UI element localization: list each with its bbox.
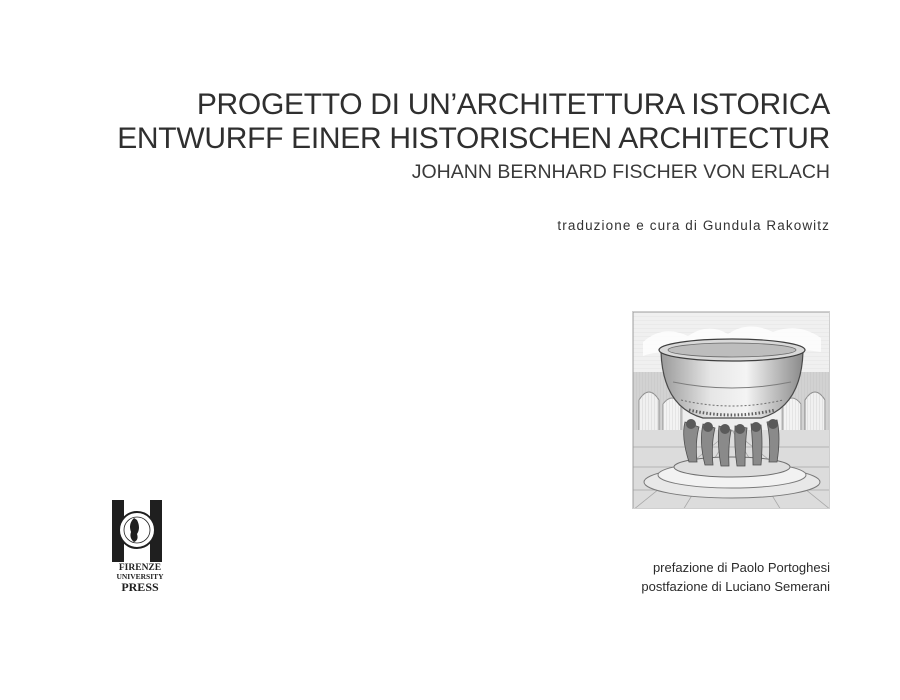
preface-credit: prefazione di Paolo Portoghesi [652,560,830,575]
svg-text:UNIVERSITY: UNIVERSITY [116,572,164,581]
publisher-logo [110,494,170,594]
author-name: JOHANN BERNHARD FISCHER VON ERLACH [411,161,830,183]
credits-block [641,558,830,596]
svg-text:FIRENZE: FIRENZE [118,563,162,573]
svg-text:PRESS: PRESS [121,580,159,594]
postface-credit: postfazione di Luciano Semerani [641,579,830,594]
editor-credit: traduzione e cura di Gundula Rakowitz [557,218,830,233]
title-german: ENTWURFF EINER HISTORISCHEN ARCHITECTUR [117,122,830,155]
title-italian: PROGETTO DI UN’ARCHITETTURA ISTORICA [196,88,830,121]
title-block [117,88,830,184]
engraving-illustration [632,311,830,509]
